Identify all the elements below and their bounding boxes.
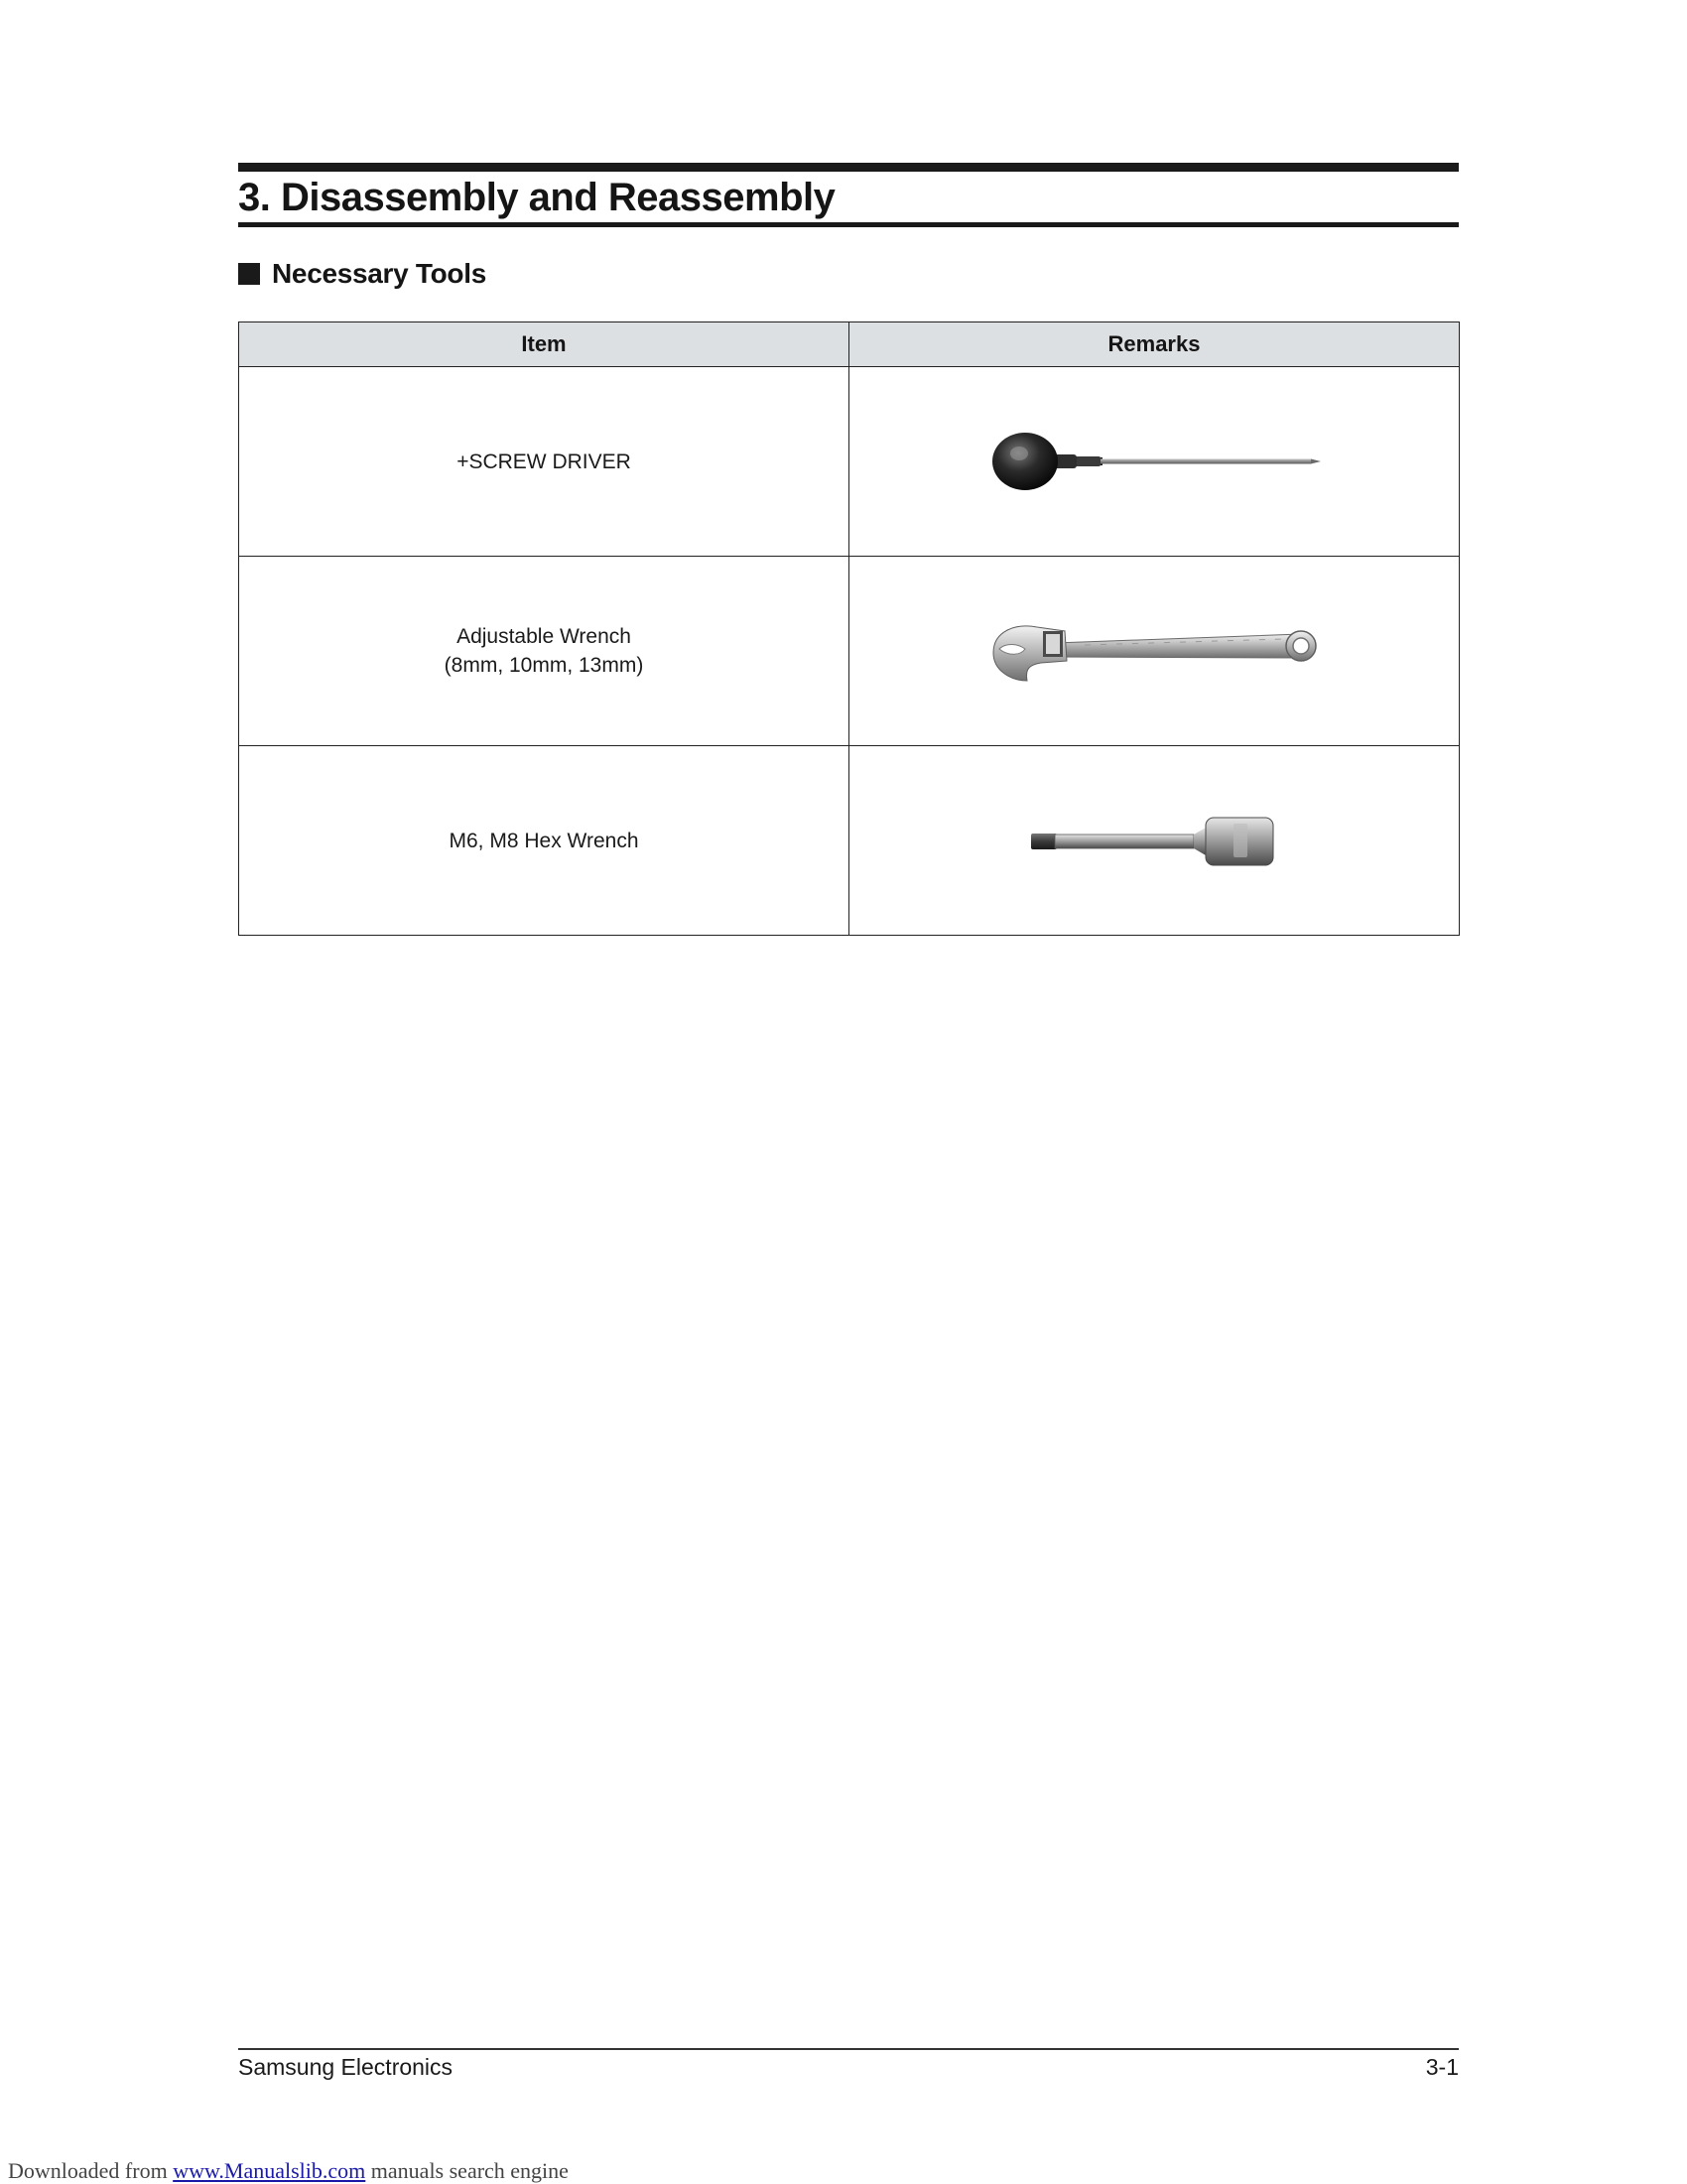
item-cell xyxy=(239,557,849,746)
hex-wrench-image xyxy=(1025,806,1283,875)
item-cell xyxy=(239,746,849,936)
item-name: M6, M8 Hex Wrench xyxy=(449,829,639,852)
adjustable-wrench-image xyxy=(985,609,1323,693)
square-bullet-icon xyxy=(238,263,260,285)
column-header-remarks: Remarks xyxy=(849,322,1460,367)
watermark-prefix: Downloaded from xyxy=(8,2158,168,2183)
tools-table xyxy=(238,321,1460,936)
table-row xyxy=(239,367,1460,557)
download-watermark xyxy=(8,2158,569,2184)
section-title: Necessary Tools xyxy=(272,258,486,289)
column-header-item: Item xyxy=(239,322,849,367)
table-header-row xyxy=(239,322,1460,367)
item-cell xyxy=(239,367,849,557)
remarks-cell xyxy=(849,367,1460,557)
item-name: +SCREW DRIVER xyxy=(456,450,631,473)
title-top-rule xyxy=(238,163,1459,172)
remarks-cell xyxy=(849,557,1460,746)
footer-page-number: 3-1 xyxy=(1425,2054,1459,2080)
footer-company: Samsung Electronics xyxy=(238,2054,454,2080)
table-row xyxy=(239,557,1460,746)
item-name: Adjustable Wrench xyxy=(456,625,631,648)
screwdriver-image xyxy=(985,427,1323,496)
title-bottom-rule xyxy=(238,222,1459,227)
remarks-cell xyxy=(849,746,1460,936)
manualslib-link[interactable]: www.Manualslib.com xyxy=(173,2158,366,2183)
item-sizes: (8mm, 10mm, 13mm) xyxy=(444,654,644,677)
table-row xyxy=(239,746,1460,936)
section-heading xyxy=(238,256,486,292)
page-title: 3. Disassembly and Reassembly xyxy=(238,176,836,219)
watermark-suffix: manuals search engine xyxy=(370,2158,569,2183)
footer-rule xyxy=(238,2048,1459,2050)
